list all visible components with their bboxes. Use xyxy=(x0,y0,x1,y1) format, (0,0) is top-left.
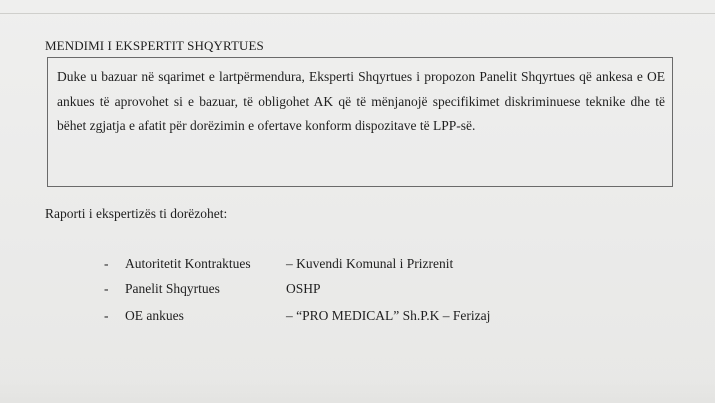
opinion-text: Duke u bazuar në sqarimet e lartpërmendura, Eksperti Shqyrtues i propozon Panelit Shqyrtues që ankesa e OE ankues të aprovohet si e bazuar, të obligohet AK që të mënjanojë specifikimet diskriminuese teknike dhe të bëhet zgjatja e afatit për dorëzimin e ofertave konform dispozitave të LPP-së. xyxy=(57,69,665,133)
bullet-dash: - xyxy=(104,256,109,271)
page-divider xyxy=(0,13,715,14)
report-intro: Raporti i ekspertizës ti dorëzohet: xyxy=(45,206,228,221)
bullet-dash: - xyxy=(104,281,109,296)
recipient-value: OSHP xyxy=(286,281,321,296)
recipient-label: Autoritetit Kontraktues xyxy=(125,256,251,271)
opinion-box xyxy=(47,57,673,187)
recipient-value: – “PRO MEDICAL” Sh.P.K – Ferizaj xyxy=(286,308,491,323)
recipient-label: Panelit Shqyrtues xyxy=(125,281,220,296)
recipient-label: OE ankues xyxy=(125,308,184,323)
recipient-value: – Kuvendi Komunal i Prizrenit xyxy=(286,256,454,271)
section-title: MENDIMI I EKSPERTIT SHQYRTUES xyxy=(45,38,264,53)
bullet-dash: - xyxy=(104,308,109,323)
page-shadow xyxy=(0,375,715,403)
